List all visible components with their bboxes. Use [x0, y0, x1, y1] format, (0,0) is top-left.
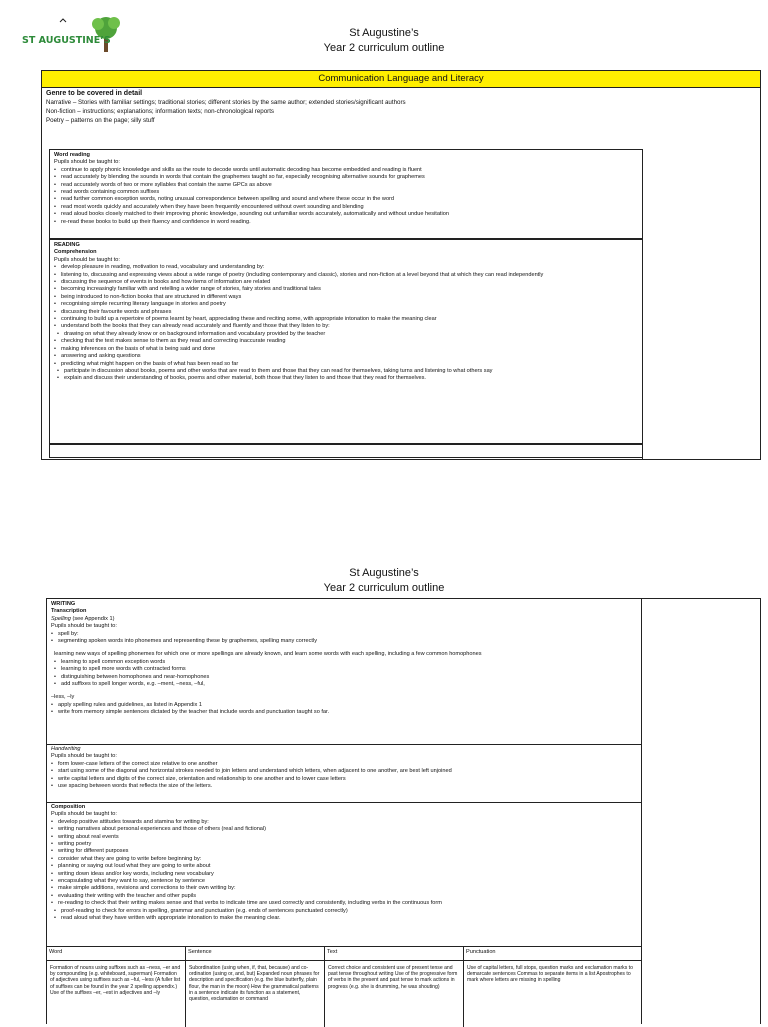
list-item: • read most words quickly and accurately when they have been frequently encountered without overt sounding and blending	[54, 204, 638, 211]
word-reading-heading: Word reading	[54, 152, 90, 158]
list-item: • spell by:	[51, 631, 637, 638]
list-item: • read further common exception words, noting unusual correspondence between spelling and sound and where these occur in the word	[54, 196, 638, 203]
genre-line: Non-fiction – instructions; explanations; information texts; non-chronological reports	[46, 108, 275, 115]
list-item: • read accurately words of two or more syllables that contain the same GPCs as above	[54, 182, 638, 189]
list-item: • learning to spell more words with contracted forms	[54, 666, 637, 673]
column-divider	[642, 149, 643, 459]
list-item: • writing poetry	[51, 841, 637, 848]
page-subtitle: Year 2 curriculum outline	[323, 42, 445, 54]
transcription-list	[51, 631, 637, 646]
list-item: • develop positive attitudes towards and stamina for writing by:	[51, 819, 637, 826]
list-item: • planning or saying out loud what they are going to write about	[51, 863, 637, 870]
composition-heading: Composition	[51, 804, 86, 810]
list-item: • write capital letters and digits of the correct size, orientation and relationship to one another and to lower case letters	[51, 776, 637, 783]
punctuation-cell: Use of capital letters, full stops, question marks and exclamation marks to demarcate sentences Commas to separate items in a list Apostrophes to mark where letters are missing in spelling	[467, 965, 633, 984]
list-item: • writing down ideas and/or key words, including new vocabulary	[51, 871, 637, 878]
word-reading-intro: Pupils should be taught to:	[54, 159, 120, 166]
list-item: • encapsulating what they want to say, sentence by sentence	[51, 878, 637, 885]
list-item: • consider what they are going to write before beginning by:	[51, 856, 637, 863]
writing-table	[46, 598, 642, 1024]
section-title: Communication Language and Literacy	[42, 71, 760, 88]
school-name: St Augustine’s	[349, 567, 419, 579]
list-item: • writing about real events	[51, 834, 637, 841]
writing-heading: WRITING	[51, 601, 76, 607]
empty-row	[49, 444, 643, 458]
list-item: • form lower-case letters of the correct size relative to one another	[51, 761, 637, 768]
list-item: • read words containing common suffixes	[54, 189, 638, 196]
list-item: • understand both the books that they can already read accurately and fluently and those that they listen to by:	[54, 323, 638, 330]
transcription-list	[51, 702, 637, 717]
page2-header	[0, 566, 768, 596]
list-item: • drawing on what they already know or on background information and vocabulary provided by the teacher	[54, 331, 638, 338]
list-item: • develop pleasure in reading, motivation to read, vocabulary and understanding by:	[54, 264, 638, 271]
comprehension-heading: Comprehension	[54, 249, 97, 256]
comprehension-list	[54, 264, 638, 383]
word-reading-cell	[49, 149, 643, 239]
handwriting-list	[51, 761, 637, 791]
list-item: • learning to spell common exception words	[54, 659, 637, 666]
list-item: • explain and discuss their understanding of books, poems and other material, both those that they listen to and those that they read for themselves.	[54, 375, 638, 382]
handwriting-cell	[47, 744, 641, 803]
school-name: St Augustine’s	[349, 27, 419, 39]
list-item: • re-read these books to build up their fluency and confidence in word reading.	[54, 219, 638, 226]
list-item: • read aloud what they have written with appropriate intonation to make the meaning clear.	[51, 915, 637, 922]
list-item: • evaluating their writing with the teacher and other pupils	[51, 893, 637, 900]
list-item: • read accurately by blending the sounds in words that contain the graphemes taught so far, especially recognising alternative sounds for graphemes	[54, 174, 638, 181]
list-item: • start using some of the diagonal and horizontal strokes needed to join letters and understand which letters, when adjacent to one another, are best left unjoined	[51, 768, 637, 775]
spelling-label: Spelling	[51, 615, 71, 622]
comprehension-intro: Pupils should be taught to:	[54, 256, 120, 263]
word-reading-list	[54, 167, 638, 226]
list-item: • predicting what might happen on the basis of what has been read so far	[54, 361, 638, 368]
list-item: • listening to, discussing and expressing views about a wide range of poetry (including contemporary and classic), stories and non-fiction at a level beyond that at which they can read independently	[54, 272, 638, 279]
page-subtitle: Year 2 curriculum outline	[323, 582, 445, 594]
list-item: • continue to apply phonic knowledge and skills as the route to decode words until automatic decoding has become embedded and reading is fluent	[54, 167, 638, 174]
transcription-para: learning new ways of spelling phonemes for which one or more spellings are already known, and learn some words with each spelling, including a few common homophones	[54, 651, 482, 658]
transcription-heading: Transcription	[51, 608, 87, 615]
comprehension-cell	[49, 239, 643, 444]
list-item: • discussing the sequence of events in books and how items of information are related	[54, 279, 638, 286]
suffix-line: –less, –ly	[51, 694, 75, 701]
col-header-word: Word	[47, 947, 186, 961]
logo-text: ST AUGUSTINE’S	[22, 35, 111, 46]
page1-header	[0, 26, 768, 56]
reading-heading: READING	[54, 242, 80, 248]
cll-table	[41, 70, 761, 460]
list-item: • distinguishing between homophones and near-homophones	[54, 674, 637, 681]
list-item: • discussing their favourite words and phrases	[54, 309, 638, 316]
bird-icon	[60, 19, 66, 22]
composition-list	[51, 819, 637, 923]
list-item: • apply spelling rules and guidelines, as listed in Appendix 1	[51, 702, 637, 709]
transcription-list	[51, 659, 637, 689]
handwriting-intro: Pupils should be taught to:	[51, 753, 117, 760]
col-header-sentence: Sentence	[186, 947, 325, 961]
transcription-cell	[47, 599, 641, 745]
col-header-punctuation: Punctuation	[464, 947, 641, 961]
list-item: • being introduced to non-fiction books that are structured in different ways	[54, 294, 638, 301]
genre-line: Poetry – patterns on the page; silly stuff	[46, 117, 155, 124]
sentence-cell: Subordination (using when, if, that, because) and co-ordination (using or, and, but) Expanded noun phrases for description and specification (e.g. the blue butterfly, plain flour, the man in the moon) How the grammatical patterns in a sentence indicate its function as a statement, question, exclamation or command	[186, 961, 325, 1027]
list-item: • re-reading to check that their writing makes sense and that verbs to indicate time are used correctly and consistently, including verbs in the continuous form	[51, 900, 637, 907]
list-item: • answering and asking questions	[54, 353, 638, 360]
list-item: • proof-reading to check for errors in spelling, grammar and punctuation (e.g. ends of sentences punctuated correctly)	[51, 908, 637, 915]
list-item: • add suffixes to spell longer words, e.g. –ment, –ness, –ful,	[54, 681, 637, 688]
list-item: • writing for different purposes	[51, 848, 637, 855]
list-item: • becoming increasingly familiar with and retelling a wider range of stories, fairy stories and traditional tales	[54, 286, 638, 293]
genre-line: Narrative – Stories with familiar settings; traditional stories; different stories by the same author; extended stories/significant authors	[46, 99, 406, 106]
list-item: • making inferences on the basis of what is being said and done	[54, 346, 638, 353]
list-item: • recognising simple recurring literary language in stories and poetry	[54, 301, 638, 308]
genre-block	[46, 89, 746, 125]
text-cell: Correct choice and consistent use of present tense and past tense throughout writing Use of the progressive form of verbs in the present and past tense to mark actions in progress (e.g. she is drumming, he was shouting)	[325, 961, 464, 1027]
list-item: • continuing to build up a repertoire of poems learnt by heart, appreciating these and reciting some, with appropriate intonation to make the meaning clear	[54, 316, 638, 323]
list-item: • writing narratives about personal experiences and those of others (real and fictional)	[51, 826, 637, 833]
handwriting-heading: Handwriting	[51, 746, 81, 752]
grammar-grid	[47, 946, 641, 1027]
list-item: • checking that the text makes sense to them as they read and correcting inaccurate reading	[54, 338, 638, 345]
transcription-intro: Pupils should be taught to:	[51, 623, 117, 630]
composition-intro: Pupils should be taught to:	[51, 811, 117, 818]
list-item: • read aloud books closely matched to their improving phonic knowledge, sounding out unfamiliar words accurately, automatically and without undue hesitation	[54, 211, 638, 218]
notes-column	[641, 598, 761, 1024]
list-item: • segmenting spoken words into phonemes and representing these by graphemes, spelling many correctly	[51, 638, 637, 645]
word-cell: Formation of nouns using suffixes such as –ness, –er and by compounding (e.g. whiteboard, superman) Formation of adjectives using suffixes such as –ful, –less (A fuller list of suffixes can be found in the year 2 spelling appendix.) Use of the suffixes –er, –est in adjectives and –ly	[47, 961, 186, 1027]
list-item: • use spacing between words that reflects the size of the letters.	[51, 783, 637, 790]
composition-cell	[47, 802, 641, 947]
spelling-note: (see Appendix 1)	[70, 615, 115, 622]
list-item: • make simple additions, revisions and corrections to their own writing by:	[51, 885, 637, 892]
list-item: • write from memory simple sentences dictated by the teacher that include words and punctuation taught so far.	[51, 709, 637, 716]
list-item: • participate in discussion about books, poems and other works that are read to them and those that they can read for themselves, taking turns and listening to what others say	[54, 368, 638, 375]
genre-title: Genre to be covered in detail	[46, 90, 143, 97]
col-header-text: Text	[325, 947, 464, 961]
